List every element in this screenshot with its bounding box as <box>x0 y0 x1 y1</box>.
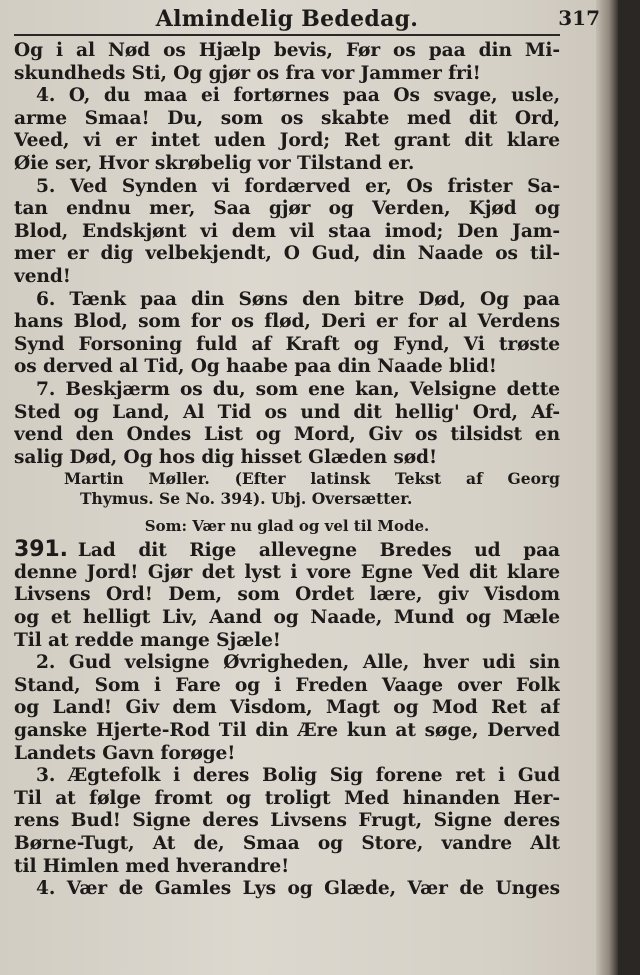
verse-start-line: 6. Tænk paa din Søns den bitre Død, Og paa <box>36 288 560 310</box>
text-line: Børne-Tugt, At de, Smaa og Store, vandre Alt <box>14 833 560 854</box>
melody-indication: Som: Vær nu glad og vel til Mode. <box>144 517 430 536</box>
text-line: skundheds Sti, Og gjør os fra vor Jammer fri! <box>14 62 481 84</box>
text-line: ganske Hjerte-Rod Til din Ære kun at søge, Derved <box>14 720 560 742</box>
hymn-first-line <box>14 539 560 562</box>
author-credit-line: Martin Møller. (Efter latinsk Tekst af Georg <box>64 469 560 489</box>
text-line: Sted og Land, Al Tid os und dit hellig' Ord, Af- <box>14 401 560 423</box>
verse-start-line: 4. Vær de Gamles Lys og Glæde, Vær de Unges <box>36 878 560 900</box>
text-line: tan endnu mer, Saa gjør og Verden, Kjød og <box>14 198 560 220</box>
text-line: Stand, Som i Fare og i Freden Vaage over Folk <box>14 674 560 696</box>
author-credit-line: Thymus. Se No. 394). Ubj. Oversætter. <box>80 489 413 509</box>
text-line: os derved al Tid, Og haabe paa din Naade blid! <box>14 356 497 378</box>
text-line: Øie ser, Hvor skrøbelig vor Tilstand er. <box>14 152 415 174</box>
running-title: Almindelig Bededag. <box>155 6 419 32</box>
text-line: arme Smaa! Du, som os skabte med dit Ord, <box>14 107 560 129</box>
hymn-first-line-text: Lad dit Rige allevegne Bredes ud paa <box>77 540 560 562</box>
verse-start-line: 5. Ved Synden vi fordærved er, Os frister Sa- <box>36 175 560 197</box>
header-rule <box>14 34 560 36</box>
text-line: vend! <box>14 265 71 287</box>
text-line: denne Jord! Gjør det lyst i vore Egne Ved dit klare <box>14 561 560 583</box>
text-line: Synd Forsoning fuld af Kraft og Fynd, Vi trøste <box>14 333 560 355</box>
hymn-number: 391. <box>14 539 68 562</box>
verse-start-line: 7. Beskjærm os du, som ene kan, Velsigne dette <box>36 378 560 400</box>
text-line: til Himlen med hverandre! <box>14 855 290 877</box>
text-line: og Land! Giv dem Visdom, Magt og Mod Ret af <box>14 697 560 719</box>
text-line: hans Blod, som for os flød, Deri er for al Verdens <box>14 311 560 333</box>
text-line: salig Død, Og hos dig hisset Glæden sød! <box>14 446 438 468</box>
text-line: Til at redde mange Sjæle! <box>14 629 281 651</box>
text-line: Blod, Endskjønt vi dem vil staa imod; Den Jam- <box>14 220 560 242</box>
page-edge-shadow <box>596 0 618 975</box>
text-line: Til at følge fromt og troligt Med hinanden Her- <box>14 787 560 809</box>
verse-start-line: 3. Ægtefolk i deres Bolig Sig forene ret i Gud <box>36 765 560 787</box>
text-line: og et helligt Liv, Aand og Naade, Mund og Mæle <box>14 607 560 629</box>
text-line: Veed, vi er intet uden Jord; Ret grant dit klare <box>14 130 560 152</box>
page-body <box>14 40 560 901</box>
verse-start-line: 2. Gud velsigne Øvrigheden, Alle, hver udi sin <box>36 652 560 674</box>
text-line: Livsens Ord! Dem, som Ordet lære, giv Visdom <box>14 584 560 606</box>
text-line: vend den Ondes List og Mord, Giv os tilsidst en <box>14 424 560 446</box>
text-line: mer er dig velbekjendt, O Gud, din Naade os til- <box>14 243 560 265</box>
page-number: 317 <box>558 6 600 30</box>
text-line: Og i al Nød os Hjælp bevis, Før os paa din Mi- <box>14 40 560 61</box>
page-header <box>14 4 600 38</box>
text-line: Landets Gavn forøge! <box>14 742 236 764</box>
verse-start-line: 4. O, du maa ei fortørnes paa Os svage, usle, <box>36 85 560 107</box>
text-line: rens Bud! Signe deres Livsens Frugt, Signe deres <box>14 810 560 832</box>
